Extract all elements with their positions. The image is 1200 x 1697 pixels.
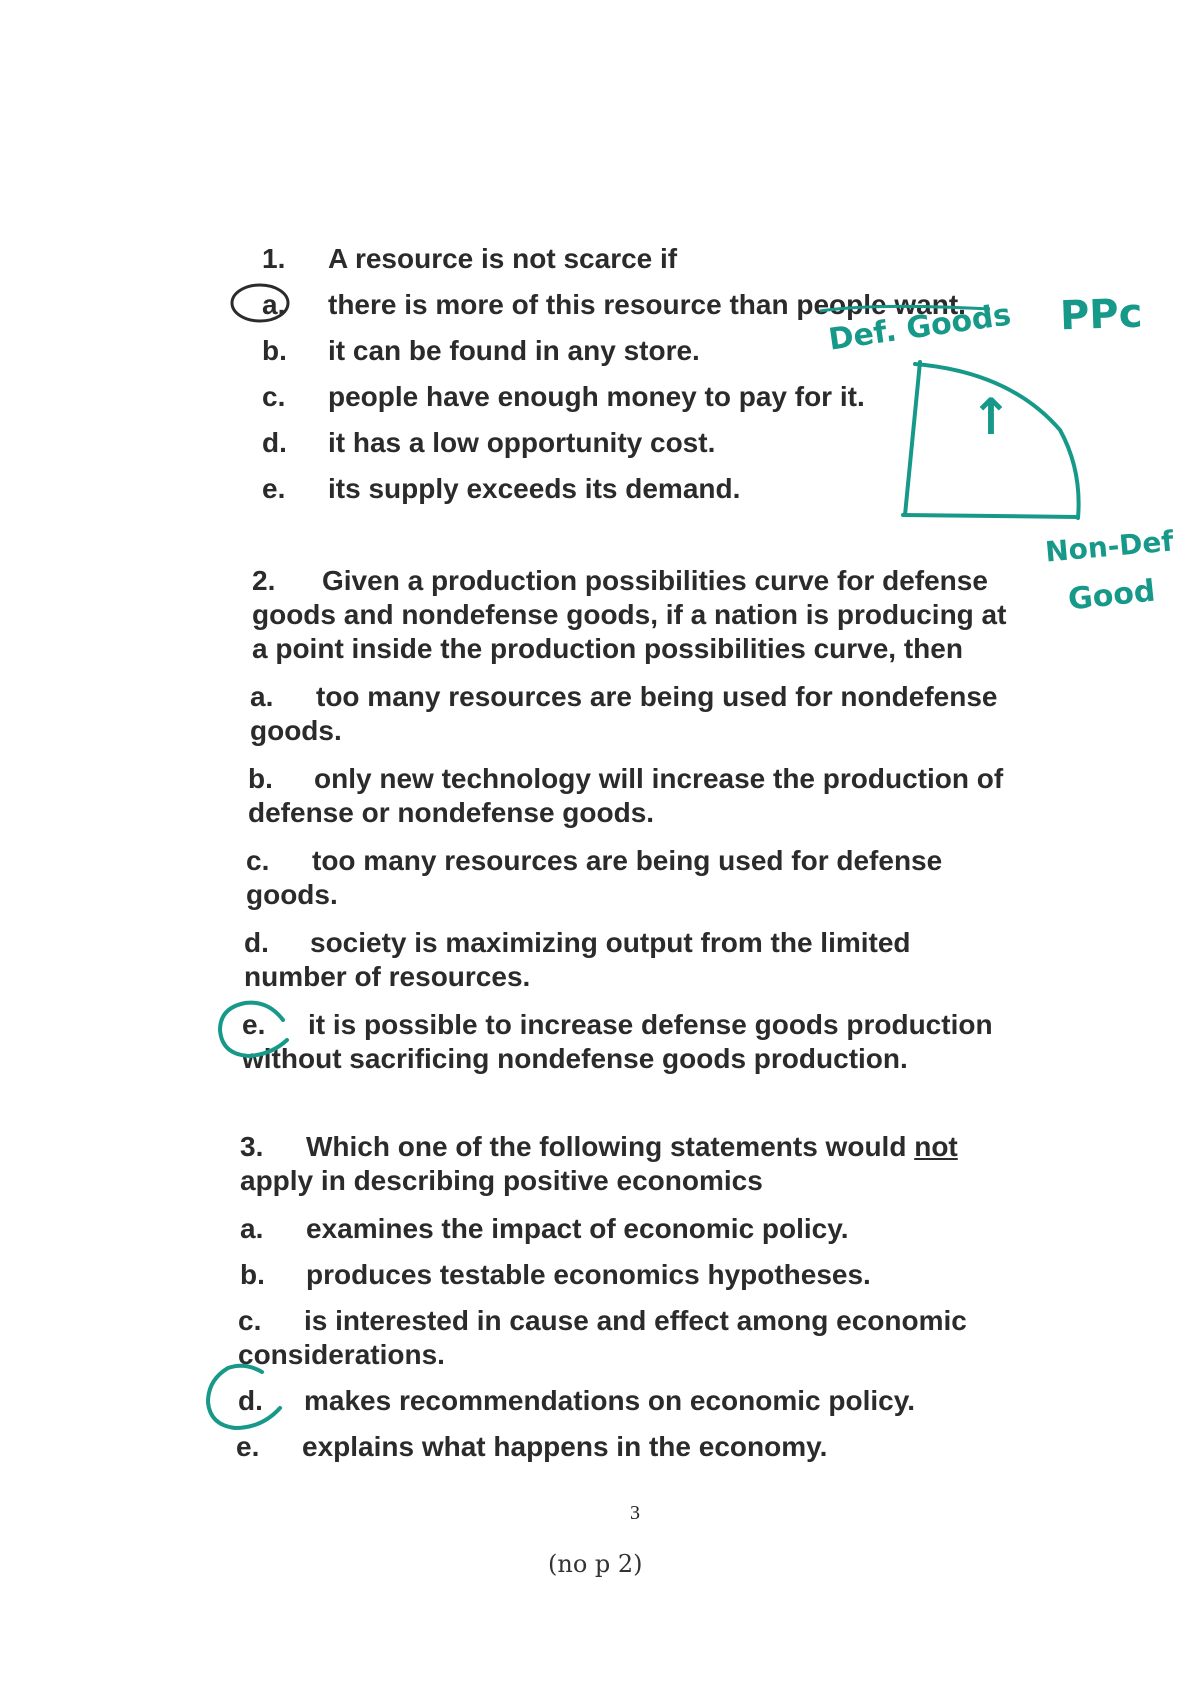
q2-number: 2. — [252, 565, 276, 596]
q3-stem-line-2: apply in describing positive economics — [240, 1165, 763, 1196]
q2-option-a-letter: a. — [250, 681, 274, 712]
q3-option-c-line-2: considerations. — [238, 1339, 445, 1370]
handwritten-page-note: (no p 2) — [548, 1550, 643, 1578]
q2-answer-circle — [220, 1003, 287, 1056]
handwritten-ppc-label: PPc — [1059, 290, 1144, 340]
q1-option-b-text: it can be found in any store. — [328, 335, 700, 366]
q2-option-e-letter: e. — [242, 1009, 266, 1040]
handwritten-x-axis-label-2: Good — [1066, 573, 1157, 618]
q3-option-b-letter: b. — [240, 1259, 265, 1290]
q3-answer-circle — [208, 1366, 280, 1428]
q3-number: 3. — [240, 1131, 264, 1162]
q1-option-d-letter: d. — [262, 427, 287, 458]
q2-option-d-letter: d. — [244, 927, 269, 958]
q3-option-a-letter: a. — [240, 1213, 264, 1244]
q3-option-c-letter: c. — [238, 1305, 262, 1336]
q1-option-b-letter: b. — [262, 335, 287, 366]
q2-option-e-text-1: it is possible to increase defense goods production — [308, 1009, 993, 1040]
q2-stem-text-1: Given a production possibilities curve for defense — [322, 565, 988, 596]
q1-answer-circle — [232, 285, 288, 321]
q3-option-b-text: produces testable economics hypotheses. — [306, 1259, 871, 1290]
q1-stem-text: A resource is not scarce if — [328, 243, 678, 274]
q3-option-c-text-1: is interested in cause and effect among economic — [304, 1305, 967, 1336]
q1-option-d-text: it has a low opportunity cost. — [328, 427, 716, 458]
q2-option-d-line-2: number of resources. — [244, 961, 531, 992]
q1-option-c-text: people have enough money to pay for it. — [328, 381, 865, 412]
q2-option-e-line-2: without sacrificing nondefense goods production. — [242, 1043, 908, 1074]
q3-option-e-letter: e. — [236, 1431, 260, 1462]
q2-option-b-letter: b. — [248, 763, 273, 794]
q2-option-c-line-2: goods. — [246, 879, 338, 910]
q1-option-c-letter: c. — [262, 381, 286, 412]
q3-option-d-text: makes recommendations on economic policy. — [304, 1385, 915, 1416]
q3-option-a-text: examines the impact of economic policy. — [306, 1213, 849, 1244]
q2-stem-line-2: goods and nondefense goods, if a nation is producing at — [252, 599, 1007, 630]
page-number: 3 — [630, 1502, 640, 1524]
q2-stem-line-3: a point inside the production possibilities curve, then — [252, 633, 963, 664]
q1-option-e-letter: e. — [262, 473, 286, 504]
q3-option-e-text: explains what happens in the economy. — [302, 1431, 828, 1462]
q2-option-d-text-1: society is maximizing output from the limited — [310, 927, 911, 958]
q3-stem-text-1: Which one of the following statements would — [306, 1131, 907, 1162]
q1-option-e-text: its supply exceeds its demand. — [328, 473, 741, 504]
q2-option-a-line-2: goods. — [250, 715, 342, 746]
q2-option-c-text-1: too many resources are being used for defense — [312, 845, 943, 876]
q2-option-b-text-1: only new technology will increase the production of — [314, 763, 1004, 794]
ppc-x-axis — [903, 515, 1078, 517]
q1-option-a-letter: a. — [262, 289, 286, 320]
q2-option-c-letter: c. — [246, 845, 270, 876]
ppc-y-axis — [905, 362, 920, 515]
q1-option-a-text: there is more of this resource than people want. — [328, 289, 966, 320]
q3-option-d-letter: d. — [238, 1385, 263, 1416]
q2-option-a-text-1: too many resources are being used for nondefense — [316, 681, 998, 712]
q3-stem-emphasis: not — [914, 1131, 958, 1162]
handwritten-y-axis-label: Def. Goods — [826, 297, 1014, 358]
q1-number: 1. — [262, 243, 286, 274]
handwritten-x-axis-label-1: Non-Def — [1043, 524, 1175, 569]
q2-option-b-line-2: defense or nondefense goods. — [248, 797, 655, 828]
handwritten-arrow-mark: ↑ — [970, 388, 1012, 446]
